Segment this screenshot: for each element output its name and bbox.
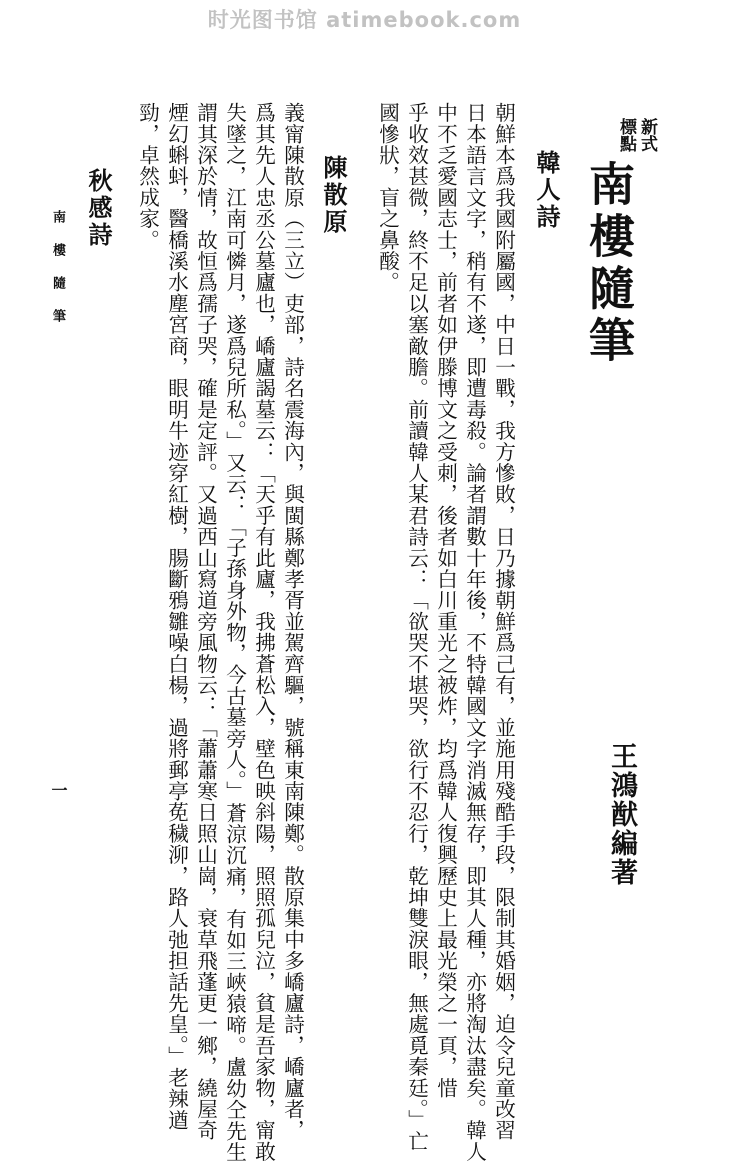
body-line: 勁，卓然成家。 xyxy=(135,102,160,251)
body-line: 義甯陳散原（三立）吏部，詩名震海內，與閩縣鄭孝胥並駕齊驅，號稱東南陳鄭。散原集中多嶠廬詩，嶠廬者， xyxy=(280,102,305,1141)
series-label-top: 新式 xyxy=(637,118,657,152)
body-line: 中不乏愛國志士，前者如伊滕博文之受刺，後者如白川重光之被炸，均爲韓人復興歷史上最光榮之一頁，惜 xyxy=(433,102,458,1099)
body-line: 朝鮮本爲我國附屬國，中日一戰，我方慘敗，日乃據朝鮮爲己有，並施用殘酷手段，限制其婚姻，迫令兒童改習 xyxy=(491,102,516,1141)
section-heading-autumn-poem: 秋感詩 xyxy=(84,168,113,249)
body-line: 日本語言文字，稍有不遂，即遭毒殺。論者謂數十年後，不特韓國文字消滅無存，即其人種，亦將淘汰盡矣。韓人 xyxy=(462,102,487,1162)
page-number: 一 xyxy=(49,782,68,798)
section-heading-korean-poem: 韓人詩 xyxy=(532,150,561,231)
body-line: 國慘狀，盲之鼻酸。 xyxy=(375,102,400,293)
section-heading-chen-sanyuan: 陳散原 xyxy=(319,155,348,236)
running-head: 南樓隨筆 xyxy=(50,210,65,342)
body-line: 煙幻蝌蚪，醫橋溪水塵宮商，眼明牛迹穿紅樹，腸斷鴉雛噪白楊，過將郵亭莬穢泖，路人弛担話先皇。」老辣遒 xyxy=(164,102,189,1131)
body-line: 失墜之，江南可憐月，遂爲兒所私。」又云：「子孫身外物，今古墓旁人。」蒼涼沉痛，有如三峽猿啼。盧幼仝先生 xyxy=(222,102,247,1163)
author-line: 王鴻猷編著 xyxy=(606,742,637,887)
book-title: 南樓隨筆 xyxy=(582,160,636,368)
body-line: 謂其深於情，故恒爲孺子哭，確是定評。又過西山寫道旁風物云：「蕭蕭寒日照山崗，衰草飛蓬更一鄉，繞屋奇 xyxy=(193,102,218,1141)
series-label-bottom: 標點 xyxy=(616,118,636,152)
body-line: 爲其先人忠丞公墓廬也，嶠廬謁墓云：「天乎有此廬，我拂蒼松入，壁色映斜陽，照照孤兒泣，貧是吾家物，甯敢 xyxy=(251,102,276,1162)
body-line: 乎收效甚微，終不足以塞敵膽。前讀韓人某君詩云：「欲哭不堪哭，欲行不忍行，乾坤雙淚眼，無處覓秦廷。」亡 xyxy=(404,102,429,1152)
watermark: 时光图书馆 atimebook.com xyxy=(207,8,522,32)
